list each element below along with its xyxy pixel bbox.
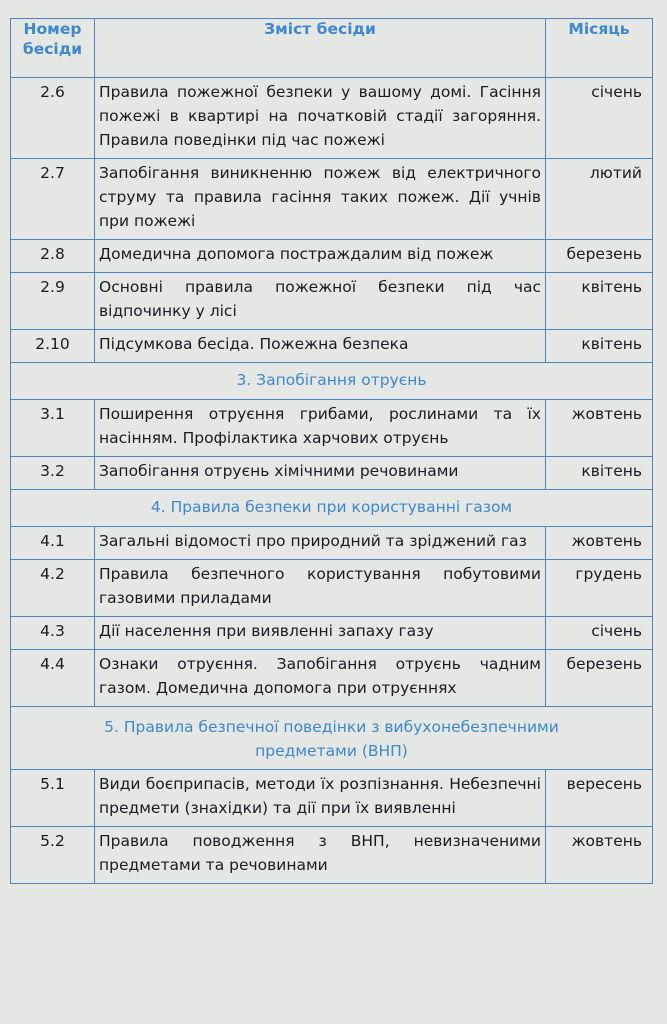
row-topic: Правила пожежної безпеки у вашому домі. Гасіння пожежі в квартирі на початковій стадії загоряння. Правила поведінки під час пожежі xyxy=(95,78,546,159)
table-row xyxy=(11,78,653,159)
row-number: 2.10 xyxy=(11,330,95,363)
table-header-row xyxy=(11,19,653,78)
row-month: жовтень xyxy=(546,827,653,884)
row-topic: Правила поводження з ВНП, невизначеними предметами та речовинами xyxy=(95,827,546,884)
row-topic: Підсумкова бесіда. Пожежна безпека xyxy=(95,330,546,363)
row-number: 4.2 xyxy=(11,560,95,617)
row-month: жовтень xyxy=(546,400,653,457)
row-number: 2.9 xyxy=(11,273,95,330)
table-row xyxy=(11,159,653,240)
section-heading: 3. Запобігання отруєнь xyxy=(11,363,653,400)
table-row xyxy=(11,560,653,617)
table-row xyxy=(11,650,653,707)
row-topic: Дії населення при виявленні запаху газу xyxy=(95,617,546,650)
row-number: 2.7 xyxy=(11,159,95,240)
table-row xyxy=(11,617,653,650)
row-topic: Основні правила пожежної безпеки під час відпочинку у лісі xyxy=(95,273,546,330)
row-number: 3.1 xyxy=(11,400,95,457)
row-topic: Поширення отруєння грибами, рослинами та їх насінням. Профілактика харчових отруєнь xyxy=(95,400,546,457)
row-number: 3.2 xyxy=(11,457,95,490)
section-heading: 4. Правила безпеки при користуванні газом xyxy=(11,490,653,527)
section-heading-row xyxy=(11,363,653,400)
row-topic: Запобігання отруєнь хімічними речовинами xyxy=(95,457,546,490)
section-heading-row xyxy=(11,707,653,770)
row-number: 2.6 xyxy=(11,78,95,159)
row-topic: Правила безпечного користування побутовими газовими приладами xyxy=(95,560,546,617)
table-row xyxy=(11,273,653,330)
row-month: жовтень xyxy=(546,527,653,560)
section-heading-row xyxy=(11,490,653,527)
row-number: 5.1 xyxy=(11,770,95,827)
table-body xyxy=(11,78,653,884)
row-month: січень xyxy=(546,78,653,159)
row-month: лютий xyxy=(546,159,653,240)
row-number: 4.1 xyxy=(11,527,95,560)
row-number: 2.8 xyxy=(11,240,95,273)
row-month: грудень xyxy=(546,560,653,617)
row-month: березень xyxy=(546,650,653,707)
table-row xyxy=(11,527,653,560)
row-topic: Запобігання виникненню пожеж від електричного струму та правила гасіння таких пожеж. Дії учнів при пожежі xyxy=(95,159,546,240)
row-topic: Види боєприпасів, методи їх розпізнання. Небезпечні предмети (знахідки) та дії при їх виявленні xyxy=(95,770,546,827)
row-month: квітень xyxy=(546,273,653,330)
table-row xyxy=(11,770,653,827)
row-month: квітень xyxy=(546,457,653,490)
row-month: березень xyxy=(546,240,653,273)
table-row xyxy=(11,240,653,273)
row-month: квітень xyxy=(546,330,653,363)
header-month: Місяць xyxy=(546,19,653,78)
row-number: 4.3 xyxy=(11,617,95,650)
conversation-schedule-table xyxy=(10,18,653,884)
section-heading: 5. Правила безпечної поведінки з вибухонебезпечними предметами (ВНП) xyxy=(11,707,653,770)
table-row xyxy=(11,457,653,490)
row-topic: Загальні відомості про природний та зріджений газ xyxy=(95,527,546,560)
row-number: 5.2 xyxy=(11,827,95,884)
row-topic: Ознаки отруєння. Запобігання отруєнь чадним газом. Домедична допомога при отруєннях xyxy=(95,650,546,707)
row-month: вересень xyxy=(546,770,653,827)
header-topic: Зміст бесіди xyxy=(95,19,546,78)
table-row xyxy=(11,330,653,363)
row-month: січень xyxy=(546,617,653,650)
header-number: Номер бесіди xyxy=(11,19,95,78)
table-row xyxy=(11,827,653,884)
row-topic: Домедична допомога постраждалим від пожеж xyxy=(95,240,546,273)
row-number: 4.4 xyxy=(11,650,95,707)
table-row xyxy=(11,400,653,457)
